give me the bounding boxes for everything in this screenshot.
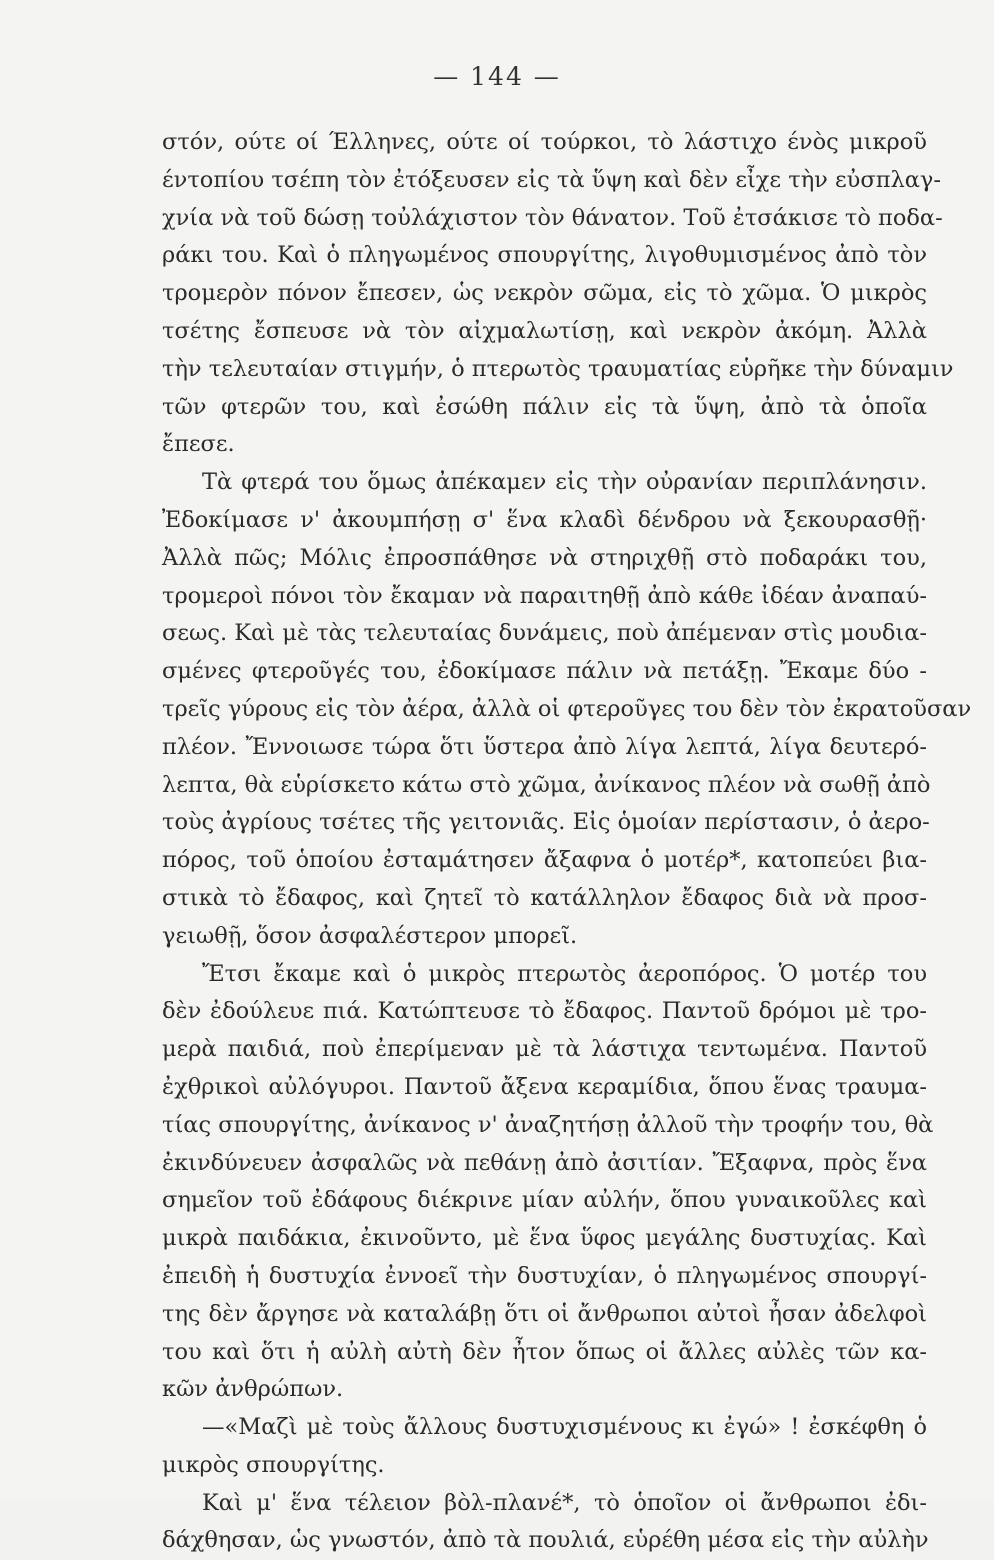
text-line: πλέον. Ἔννοιωσε τώρα ὅτι ὕστερα ἀπὸ λίγα λεπτά, λίγα δευτερό-: [162, 733, 927, 760]
text-line: δάχθησαν, ὡς γνωστόν, ἀπὸ τὰ πουλιά, εὑρέθη μέσα εἰς τὴν αὐλὴν: [162, 1527, 929, 1554]
text-line: Ἀλλὰ πῶς; Μόλις ἐπροσπάθησε νὰ στηριχθῇ στὸ ποδαράκι του,: [162, 544, 927, 571]
body-text: [162, 124, 972, 1560]
text-line: ἐχθρικοὶ αὐλόγυροι. Παντοῦ ἄξενα κεραμίδια, ὅπου ἕνας τραυμα-: [162, 1073, 927, 1100]
text-line: τρομεροὶ πόνοι τὸν ἔκαμαν νὰ παραιτηθῇ ἀπὸ κάθε ἰδέαν ἀναπαύ-: [162, 582, 927, 609]
text-line: Ἐδοκίμασε ν' ἀκουμπήσῃ σ' ἕνα κλαδὶ δένδρου νὰ ξεκουρασθῇ·: [162, 506, 927, 533]
text-line: χνία νὰ τοῦ δώσῃ τοὐλάχιστον τὸν θάνατον. Τοῦ ἐτσάκισε τὸ ποδα-: [162, 204, 943, 231]
text-line: τίας σπουργίτης, ἀνίκανος ν' ἀναζητήσῃ ἀλλοῦ τὴν τροφήν του, θὰ: [162, 1111, 934, 1138]
text-line: μερὰ παιδιά, ποὺ ἐπερίμεναν μὲ τὰ λάστιχα τεντωμένα. Παντοῦ: [162, 1036, 927, 1063]
text-line: γειωθῇ, ὅσον ἀσφαλέστερον μπορεῖ.: [162, 922, 578, 949]
text-line: δὲν ἐδούλευε πιά. Κατώπτευσε τὸ ἔδαφος. Παντοῦ δρόμοι μὲ τρο-: [162, 998, 927, 1025]
text-line: τοὺς ἀγρίους τσέτες τῆς γειτονιᾶς. Εἰς ὁμοίαν περίστασιν, ὁ ἀερο-: [162, 809, 930, 836]
text-line: τσέτης ἔσπευσε νὰ τὸν αἰχμαλωτίσῃ, καὶ νεκρὸν ἀκόμη. Ἀλλὰ: [162, 317, 927, 344]
text-line: κῶν ἀνθρώπων.: [162, 1376, 344, 1403]
text-line: ἐκινδύνευεν ἀσφαλῶς νὰ πεθάνῃ ἀπὸ ἀσιτίαν. Ἔξαφνα, πρὸς ἕνα: [162, 1149, 927, 1176]
text-line: ἐπειδὴ ἡ δυστυχία ἐννοεῖ τὴν δυστυχίαν, ὁ πληγωμένος σπουργί-: [162, 1262, 927, 1289]
text-line: στόν, ούτε οί Έλληνες, ούτε οί τούρκοι, τὸ λάστιχο ένὸς μικροῦ: [162, 129, 927, 155]
text-line: σεως. Καὶ μὲ τὰς τελευταίας δυνάμεις, ποὺ ἀπέμεναν στὶς μουδια-: [162, 620, 927, 647]
text-line: Ἔτσι ἔκαμε καὶ ὁ μικρὸς πτερωτὸς ἀεροπόρος. Ὁ μοτέρ του: [202, 960, 927, 987]
text-line: Τὰ φτερά του ὅμως ἀπέκαμεν εἰς τὴν οὐρανίαν περιπλάνησιν.: [202, 469, 927, 496]
text-line: στικὰ τὸ ἔδαφος, καὶ ζητεῖ τὸ κατάλληλον ἔδαφος διὰ νὰ προσ-: [162, 884, 927, 911]
text-line: σημεῖον τοῦ ἐδάφους διέκρινε μίαν αὐλήν, ὅπου γυναικοῦλες καὶ: [162, 1187, 927, 1214]
text-line: του καὶ ὅτι ἡ αὐλὴ αὐτὴ δὲν ἦτον ὅπως οἱ ἄλλες αὐλὲς τῶν κα-: [162, 1338, 927, 1365]
text-line: της δὲν ἄργησε νὰ καταλάβῃ ὅτι οἱ ἄνθρωποι αὐτοὶ ἦσαν ἀδελφοὶ: [162, 1300, 927, 1327]
page-number: — 144 —: [433, 62, 561, 91]
text-line: μικρὸς σπουργίτης.: [162, 1451, 385, 1478]
text-line: Καὶ μ' ἕνα τέλειον βὸλ-πλανέ*, τὸ ὁποῖον οἱ ἄνθρωποι ἐδι-: [202, 1489, 927, 1516]
text-line: έντοπίου τσέπη τὸν ἐτόξευσεν εἰς τὰ ὕψη καὶ δὲν εἶχε τὴν εὐσπλαγ-: [162, 166, 941, 193]
text-line: πόρος, τοῦ ὁποίου ἐσταμάτησεν ἄξαφνα ὁ μοτέρ*, κατοπεύει βια-: [162, 847, 927, 874]
text-line: —«Μαζὶ μὲ τοὺς ἄλλους δυστυχισμένους κι ἐγώ» ! ἐσκέφθη ὁ: [202, 1414, 927, 1441]
text-line: τρομερὸν πόνον ἔπεσεν, ὡς νεκρὸν σῶμα, εἰς τὸ χῶμα. Ὁ μικρὸς: [162, 280, 927, 307]
text-line: ἔπεσε.: [162, 431, 235, 458]
text-line: τὴν τελευταίαν στιγμήν, ὁ πτερωτὸς τραυματίας εὑρῆκε τὴν δύναμιν: [162, 355, 954, 382]
text-line: σμένες φτεροῦγές του, ἐδοκίμασε πάλιν νὰ πετάξῃ. Ἔκαμε δύο -: [162, 658, 927, 685]
text-line: λεπτα, θὰ εὑρίσκετο κάτω στὸ χῶμα, ἀνίκανος πλέον νὰ σωθῇ ἀπὸ: [162, 771, 931, 798]
text-line: ράκι του. Καὶ ὁ πληγωμένος σπουργίτης, λιγοθυμισμένος ἀπὸ τὸν: [162, 242, 927, 269]
text-line: μικρὰ παιδάκια, ἐκινοῦντο, μὲ ἕνα ὕφος μεγάλης δυστυχίας. Καὶ: [162, 1225, 927, 1252]
text-line: τρεῖς γύρους εἰς τὸν ἀέρα, ἀλλὰ οἱ φτεροῦγες του δὲν τὸν ἐκρατοῦσαν: [162, 695, 972, 722]
text-line: τῶν φτερῶν του, καὶ ἐσώθη πάλιν εἰς τὰ ὕψη, ἀπὸ τὰ ὁποῖα: [162, 393, 927, 420]
